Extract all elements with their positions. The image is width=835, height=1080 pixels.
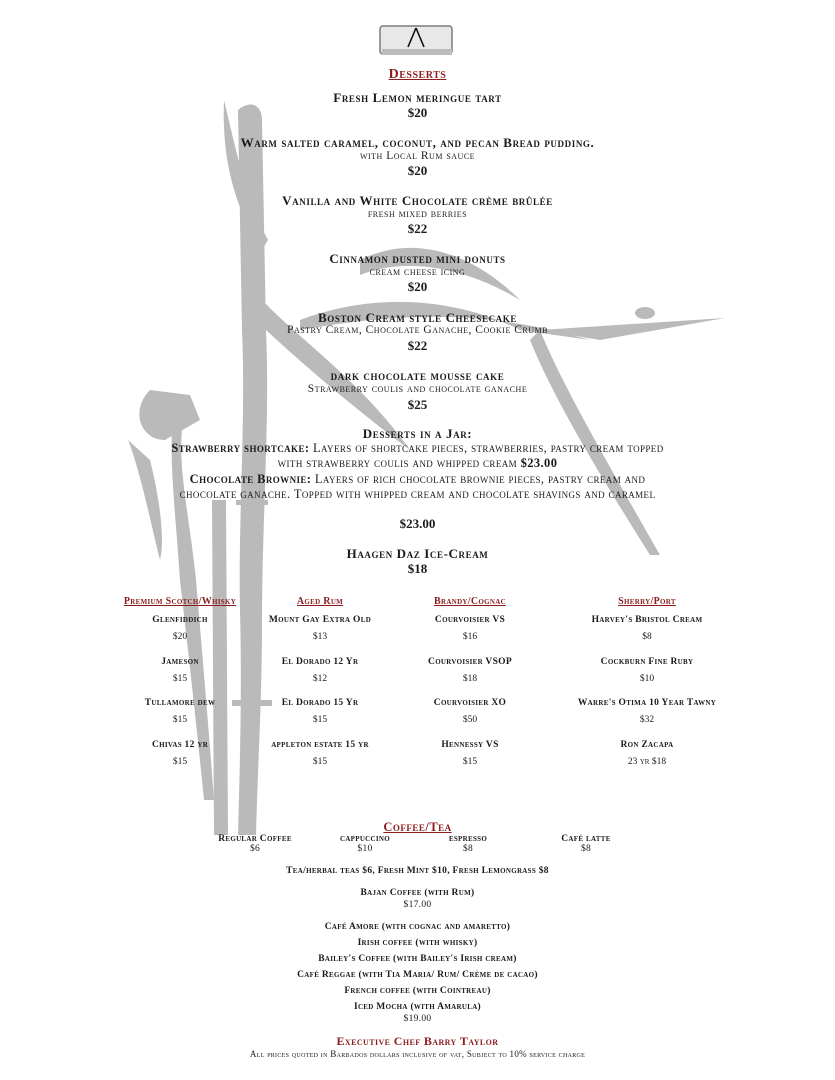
beverage-name: Courvoisier VS [434, 615, 506, 625]
dessert-description: fresh mixed berries [367, 208, 468, 220]
specialty-coffee: Bailey's Coffee (with Bailey's Irish cream) [318, 954, 517, 964]
bajan-coffee-name: Bajan Coffee (with Rum) [360, 888, 475, 898]
beverage-price: $10 [639, 674, 655, 684]
beverage-heading: Brandy/Cognac [434, 596, 506, 607]
beverage-price: $15 [462, 757, 478, 767]
beverage-price: $18 [462, 674, 478, 684]
coffee-price: $8 [580, 844, 592, 854]
dessert-name: Warm salted caramel, coconut, and pecan Bread pudding. [240, 135, 595, 150]
dessert-description: Pastry Cream, Chocolate Ganache, Cookie Crumb [287, 324, 548, 336]
specialty-coffee: Café Reggae (with Tia Maria/ Rum/ Crème de cacao) [297, 970, 538, 980]
beverage-price: 23 yr $18 [627, 757, 667, 767]
coffee-item [315, 834, 415, 854]
beverage-name: Harvey's Bristol Cream [591, 615, 703, 625]
chopsticks-logo [378, 22, 454, 58]
jar-item-price: $23.00 [399, 516, 436, 531]
beverage-column-scotch [100, 596, 260, 776]
beverage-heading: Premium Scotch/Whisky [123, 596, 237, 607]
dessert-price: $20 [407, 105, 428, 120]
beverage-price: $15 [172, 715, 188, 725]
specialty-coffee: Café Amore (with cognac and amaretto) [324, 922, 511, 932]
beverage-price: $15 [172, 757, 188, 767]
beverage-price: $8 [642, 632, 652, 642]
beverage-name: Chivas 12 yr [151, 740, 209, 750]
beverage-column-sherry [557, 596, 737, 776]
dessert-description: cream cheese icing [369, 266, 466, 278]
specialty-coffee: Iced Mocha (with Amarula) [353, 1002, 482, 1012]
beverage-name: Jameson [161, 657, 199, 667]
coffee-item [418, 834, 518, 854]
jar-title: Desserts in a Jar: [362, 426, 473, 441]
jar-item-description: Layers of shortcake pieces, strawberries, pastry cream topped with strawberry coulis and whipped cream [277, 441, 664, 470]
coffee-name: Café latte [561, 834, 611, 844]
beverage-name: appleton estate 15 yr [271, 740, 369, 750]
beverage-price: $13 [312, 632, 328, 642]
beverage-price: $50 [462, 715, 478, 725]
coffee-price: $8 [462, 844, 474, 854]
jar-item-price: $23.00 [520, 456, 558, 470]
desserts-title: Desserts [388, 67, 447, 82]
beverage-name: Ron Zacapa [620, 740, 674, 750]
beverage-name: Warre's Otima 10 Year Tawny [577, 698, 717, 708]
beverage-name: Courvoisier XO [433, 698, 507, 708]
beverage-heading: Aged Rum [296, 596, 344, 607]
dessert-name: Fresh Lemon meringue tart [333, 90, 502, 105]
beverage-name: El Dorado 12 Yr [281, 657, 359, 667]
specialty-coffee: Irish coffee (with whisky) [357, 938, 478, 948]
coffee-title: Coffee/Tea [383, 820, 452, 834]
jar-item-description: Layers of rich chocolate brownie pieces, pastry cream and chocolate ganache. Topped with whipped cream and chocolate shavings and caramel [179, 472, 656, 501]
jar-item-name: Chocolate Brownie: [189, 472, 312, 486]
jar-item-strawberry [160, 441, 675, 471]
executive-chef: Executive Chef Barry Taylor [336, 1034, 499, 1048]
dessert-price: $25 [407, 397, 428, 412]
beverage-name: Cockburn Fine Ruby [600, 657, 694, 667]
dessert-name: Vanilla and White Chocolate crème brûlée [282, 193, 553, 208]
coffee-price: $6 [249, 844, 261, 854]
dessert-price: $20 [407, 163, 428, 178]
coffee-name: cappuccino [339, 834, 391, 844]
dessert-price: $22 [407, 221, 428, 236]
coffee-name: espresso [448, 834, 488, 844]
beverage-heading: Sherry/Port [618, 596, 676, 607]
price-note: All prices quoted in Barbados dollars inclusive of vat, Subject to 10% service charge [249, 1049, 586, 1059]
beverage-name: Tullamore dew [144, 698, 216, 708]
beverage-name: El Dorado 15 Yr [281, 698, 359, 708]
coffee-item [536, 834, 636, 854]
beverage-price: $12 [312, 674, 328, 684]
specialty-coffee-price: $19.00 [403, 1014, 432, 1024]
dessert-price: $22 [407, 338, 428, 353]
bajan-coffee-price: $17.00 [403, 900, 432, 910]
beverage-price: $15 [312, 757, 328, 767]
coffee-name: Regular Coffee [218, 834, 292, 844]
beverage-name: Mount Gay Extra Old [268, 615, 372, 625]
tea-line: Tea/herbal teas $6, Fresh Mint $10, Fresh Lemongrass $8 [286, 866, 549, 876]
dessert-name: dark chocolate mousse cake [330, 368, 505, 383]
icecream-name: Haagen Daz Ice-Cream [346, 546, 489, 561]
jar-item-name: Strawberry shortcake: [171, 441, 310, 455]
beverage-name: Hennessy VS [441, 740, 499, 750]
icecream-price: $18 [407, 561, 428, 576]
coffee-price: $10 [357, 844, 373, 854]
specialty-coffee: French coffee (with Cointreau) [344, 986, 491, 996]
beverage-name: Glenfiddich [152, 615, 208, 625]
beverage-price: $20 [172, 632, 188, 642]
beverage-column-brandy [390, 596, 550, 776]
beverage-column-rum [240, 596, 400, 776]
dessert-description: with Local Rum sauce [359, 150, 476, 162]
beverage-price: $15 [172, 674, 188, 684]
dessert-name: Cinnamon dusted mini donuts [329, 251, 506, 266]
beverage-price: $15 [312, 715, 328, 725]
jar-item-brownie [160, 472, 675, 502]
dessert-name: Boston Cream style Cheesecake [318, 310, 517, 325]
beverage-name: Courvoisier VSOP [428, 657, 512, 667]
beverage-price: $32 [639, 715, 655, 725]
beverage-price: $16 [462, 632, 478, 642]
dessert-description: Strawberry coulis and chocolate ganache [307, 383, 528, 395]
coffee-item [200, 834, 310, 854]
dessert-price: $20 [407, 279, 428, 294]
